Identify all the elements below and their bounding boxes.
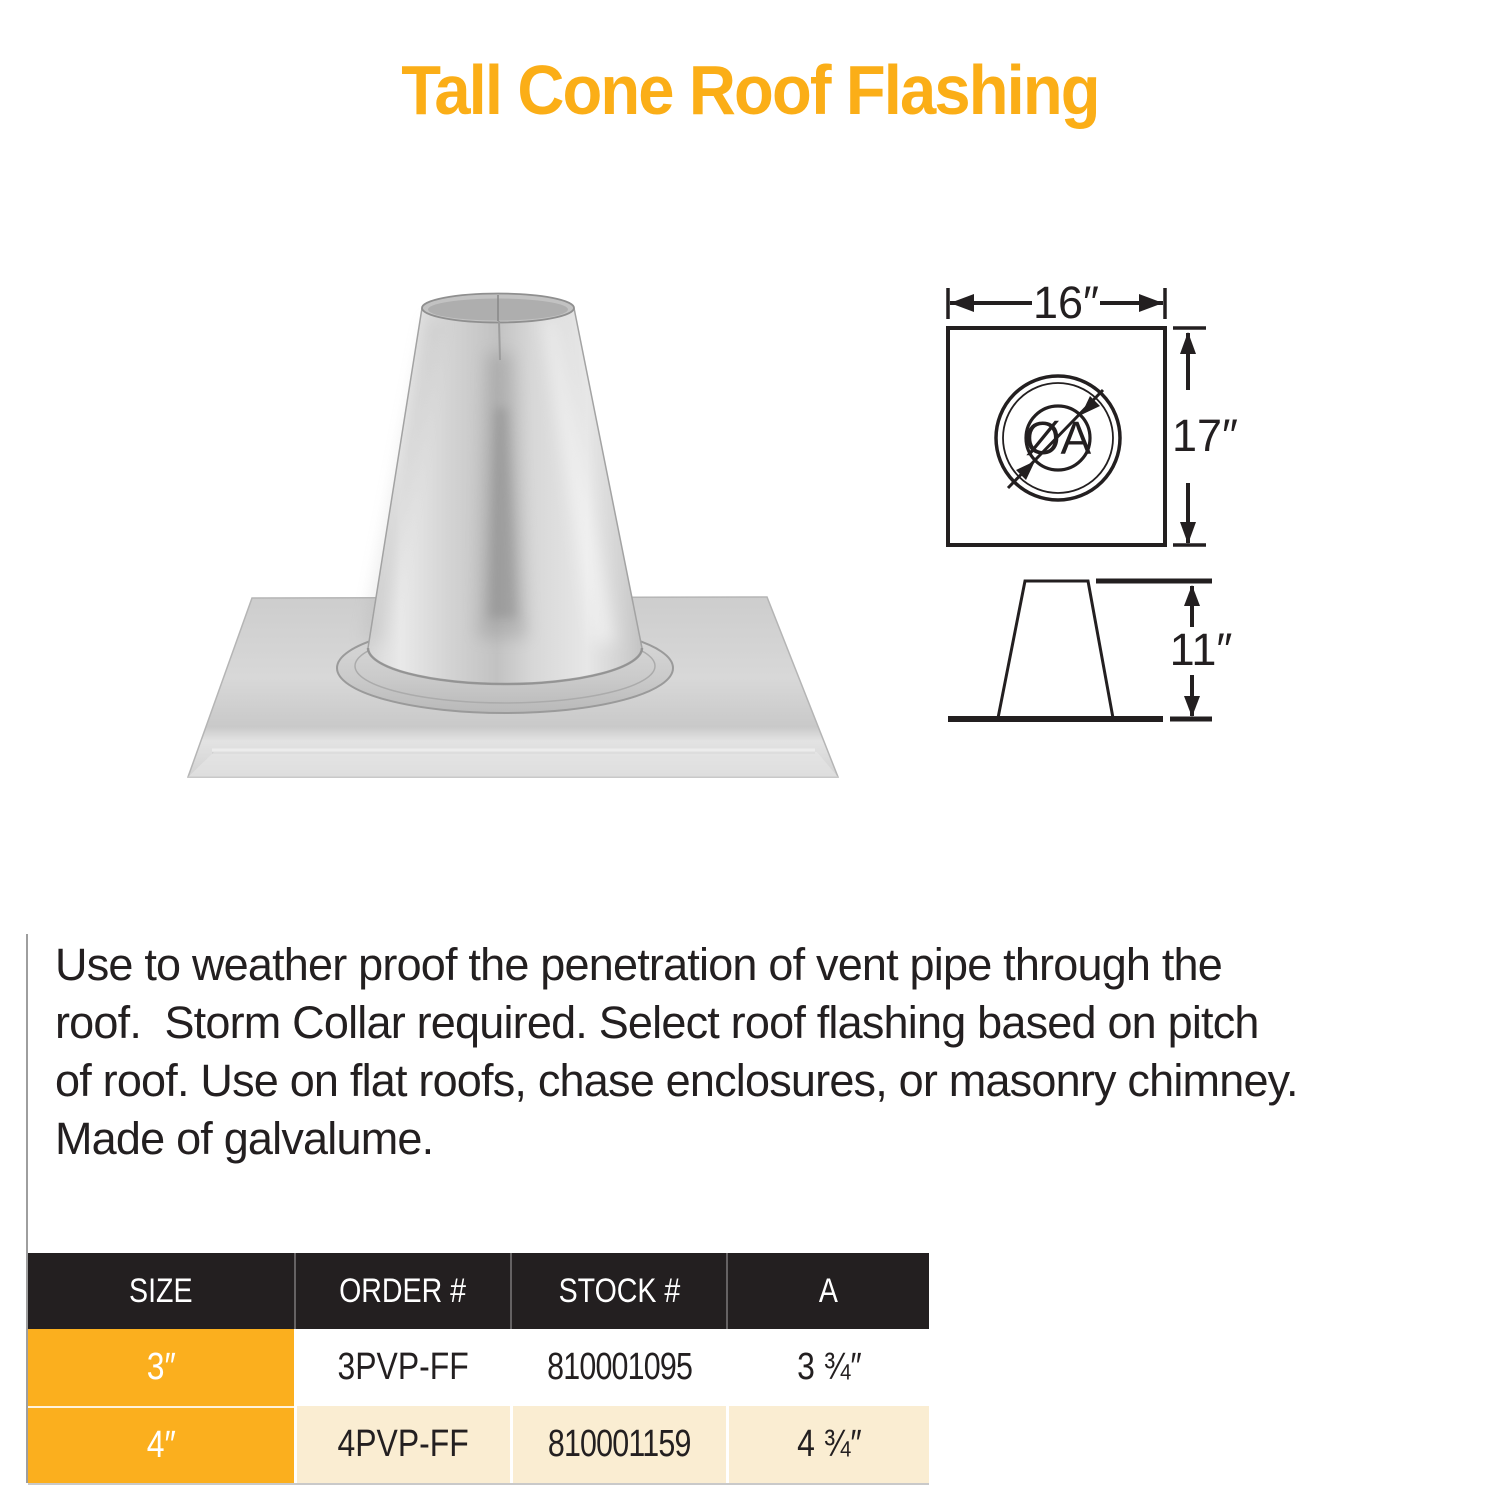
size-cell: 3″: [28, 1329, 294, 1406]
description-line: Made of galvalume.: [55, 1113, 434, 1164]
stock-cell: 810001095: [510, 1329, 726, 1406]
plate-height-dimension: [1172, 328, 1238, 545]
table-row: [28, 1329, 929, 1406]
dimension-diagram: [900, 255, 1300, 815]
plate-width-dimension: [948, 277, 1165, 328]
column-header-size: SIZE: [129, 1271, 193, 1310]
plate-height-label: 17″: [1172, 410, 1238, 461]
description-line: Use to weather proof the penetration of vent pipe through the: [55, 939, 1223, 990]
order-cell: 3PVP-FF: [294, 1329, 510, 1406]
spec-table: [28, 1253, 929, 1485]
stock-cell: 810001159: [510, 1406, 726, 1483]
plate-width-label: 16″: [1033, 277, 1099, 328]
column-header-order: ORDER #: [294, 1253, 510, 1329]
product-description: [55, 936, 1298, 1168]
product-photo: [150, 258, 870, 798]
column-header-stock: STOCK #: [510, 1253, 726, 1329]
page-title-text: Tall Cone Roof Flashing: [401, 51, 1099, 129]
a-dimension-cell: 4 ¾″: [726, 1406, 929, 1483]
plate-top-view: [948, 328, 1165, 545]
order-cell: 4PVP-FF: [294, 1406, 510, 1483]
a-dimension-cell: 3 ¾″: [726, 1329, 929, 1406]
cone-body: [362, 308, 642, 684]
pipe-diameter-label: ØA: [1024, 412, 1092, 464]
column-header-a: A: [726, 1253, 929, 1329]
size-cell: 4″: [28, 1406, 294, 1483]
page-title: [0, 50, 1500, 130]
table-header-row: [28, 1253, 929, 1329]
description-line: roof. Storm Collar required. Select roof flashing based on pitch: [55, 997, 1259, 1048]
description-line: of roof. Use on flat roofs, chase enclosures, or masonry chimney.: [55, 1055, 1298, 1106]
cone-side-view: [948, 581, 1232, 719]
table-row: [28, 1406, 929, 1483]
cone-height-label: 11″: [1169, 624, 1233, 675]
